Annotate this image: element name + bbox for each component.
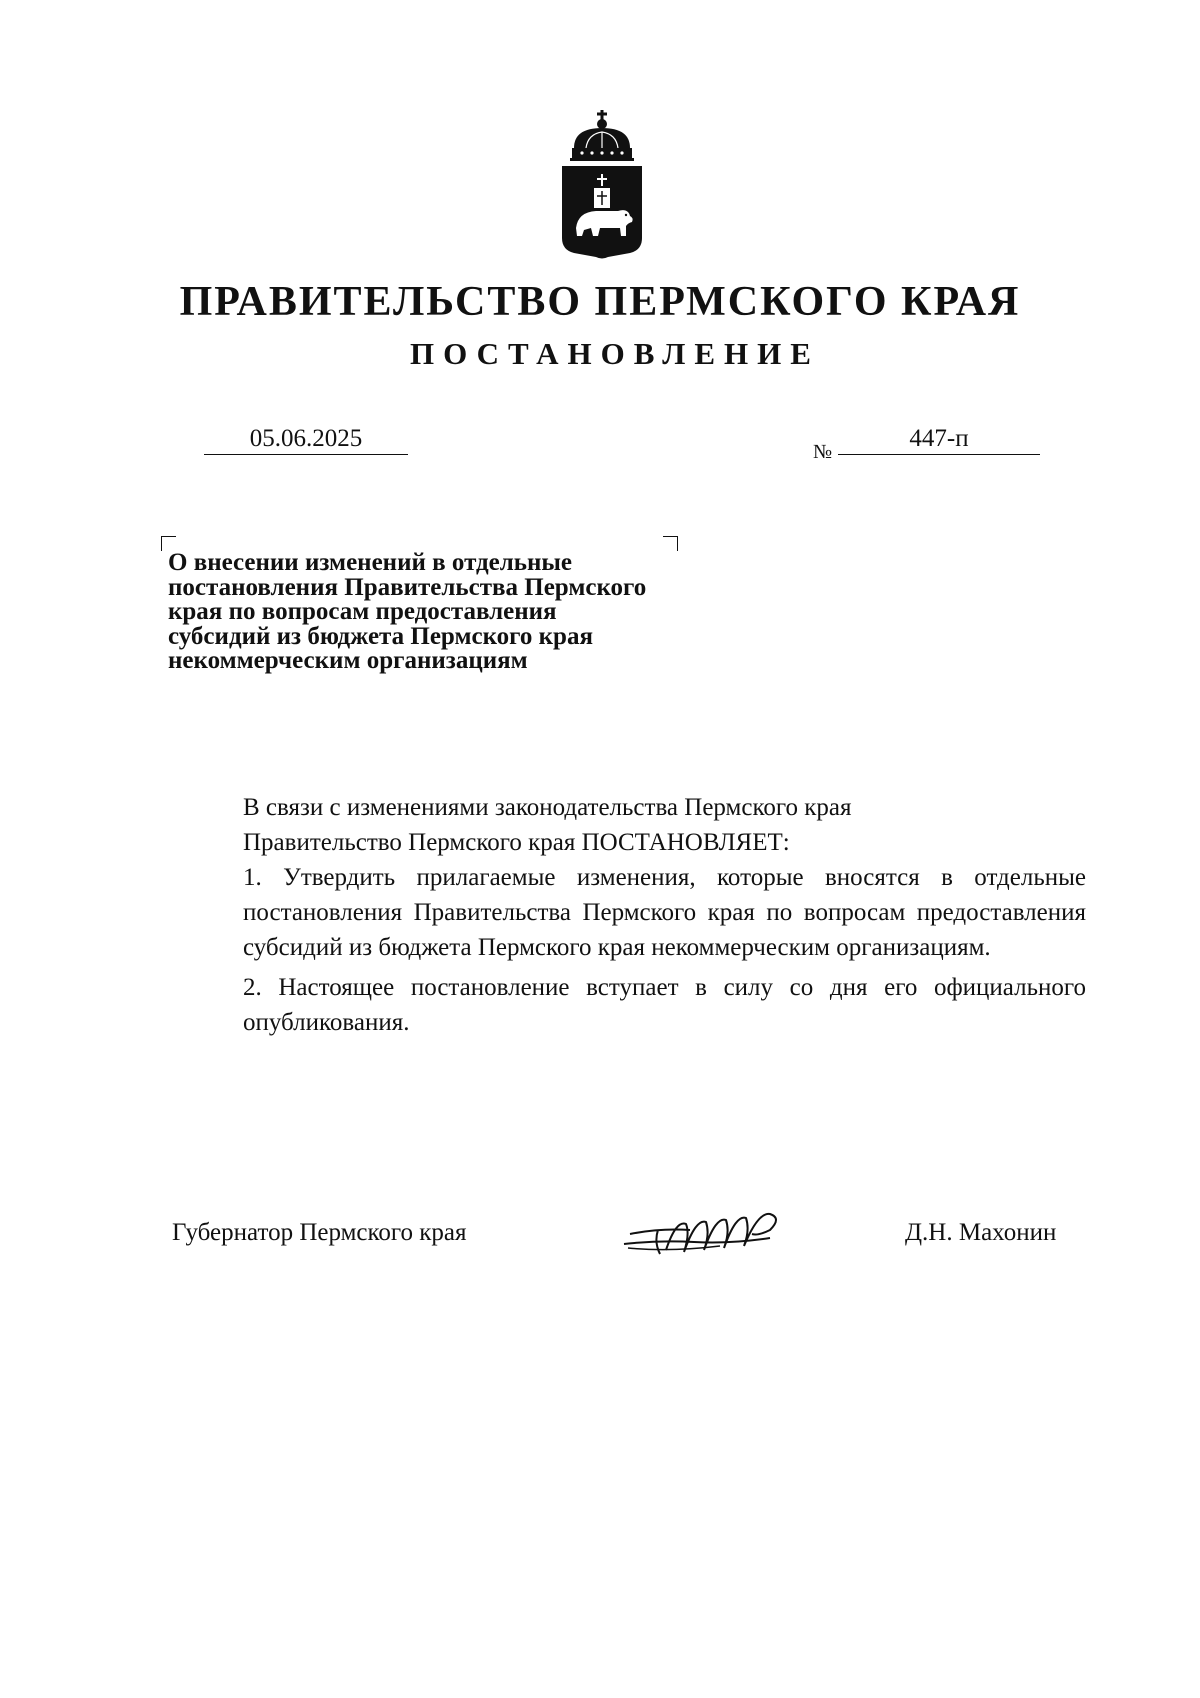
preamble-resolves-line: Правительство Пермского края ПОСТАНОВЛЯЕТ: [243,829,790,856]
handwritten-signature-icon [620,1200,800,1264]
document-type: ПОСТАНОВЛЕНИЕ [410,336,820,371]
subject-line: О внесении изменений в отдельные [168,549,573,576]
preamble-line: В связи с изменениями законодательства Пермского края [243,794,852,821]
number-sign: № [813,441,833,463]
item-2-paragraph: 2. Настоящее постановление вступает в силу со дня его официального опубликования. [243,974,1086,1036]
perm-krai-coat-of-arms-icon [556,108,648,262]
subject-line: постановления Правительства Пермского [168,573,647,601]
document-subject [168,551,728,674]
signatory-name: Д.Н. Махонин [905,1219,1057,1246]
item-1-paragraph: 1. Утвердить прилагаемые изменения, которые вносятся в отдельные постановления Правительства Пермского края по вопросам предоставления субсидий из бюджета Пермского края некоммерческим организациям. [243,864,1086,961]
subject-line: субсидий из бюджета Пермского края [168,622,593,650]
subject-line: края по вопросам предоставления [168,598,557,625]
document-body [172,790,1086,1040]
document-number: 447-п [838,424,1040,455]
signatory-title: Губернатор Пермского края [172,1219,467,1246]
subject-corner-top-right [663,536,678,551]
subject-line: некоммерческим организациям [168,647,528,674]
government-title: ПРАВИТЕЛЬСТВО ПЕРМСКОГО КРАЯ [179,279,1021,325]
document-date: 05.06.2025 [204,424,408,455]
